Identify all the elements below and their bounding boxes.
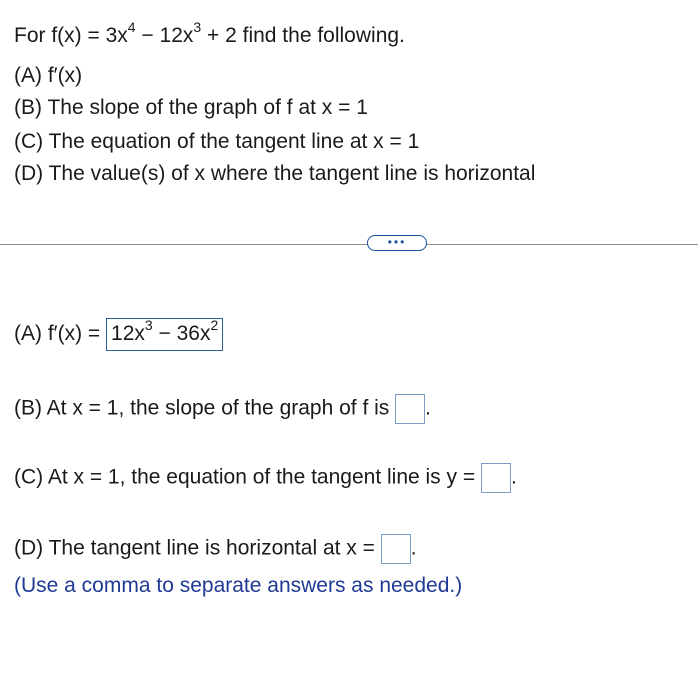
period: . [410, 536, 417, 560]
answer-c-label: (C) At x = 1, the equation of the tangent line is y = [14, 465, 481, 489]
exponent: 2 [210, 317, 219, 333]
answer-hint: (Use a comma to separate answers as needed.) [14, 574, 463, 597]
answer-d-input[interactable] [381, 534, 411, 564]
question-part-b: (B) The slope of the graph of f at x = 1 [14, 96, 368, 119]
question-part-d: (D) The value(s) of x where the tangent line is horizontal [14, 162, 536, 185]
answer-b-label: (B) At x = 1, the slope of the graph of f is [14, 396, 396, 420]
answer-a-label: (A) f′(x) = [14, 322, 107, 346]
answer-a-row [14, 318, 223, 351]
period: . [425, 396, 431, 420]
question-part-a: (A) f′(x) [14, 64, 83, 87]
answer-a-value: 12x [111, 322, 145, 345]
divider [0, 244, 698, 245]
answer-d-row [14, 534, 417, 564]
intro-mid: − 12x [135, 24, 194, 47]
period: . [510, 465, 517, 489]
answer-a-value: − 36x [152, 322, 211, 345]
answer-c-input[interactable] [481, 463, 511, 493]
intro-prefix: For f(x) = 3x [14, 24, 128, 47]
exponent: 3 [144, 317, 153, 333]
exponent: 4 [127, 19, 136, 35]
show-more-button[interactable]: ••• [367, 235, 427, 251]
answer-c-row [14, 463, 517, 493]
answer-a-field[interactable] [106, 318, 223, 351]
exponent: 3 [193, 19, 202, 35]
answer-b-input[interactable] [395, 394, 425, 424]
answer-d-label: (D) The tangent line is horizontal at x = [14, 536, 381, 560]
intro-suffix: + 2 find the following. [201, 24, 405, 47]
answer-b-row [14, 394, 431, 424]
problem-statement [14, 19, 405, 51]
question-part-c: (C) The equation of the tangent line at x = 1 [14, 130, 420, 153]
